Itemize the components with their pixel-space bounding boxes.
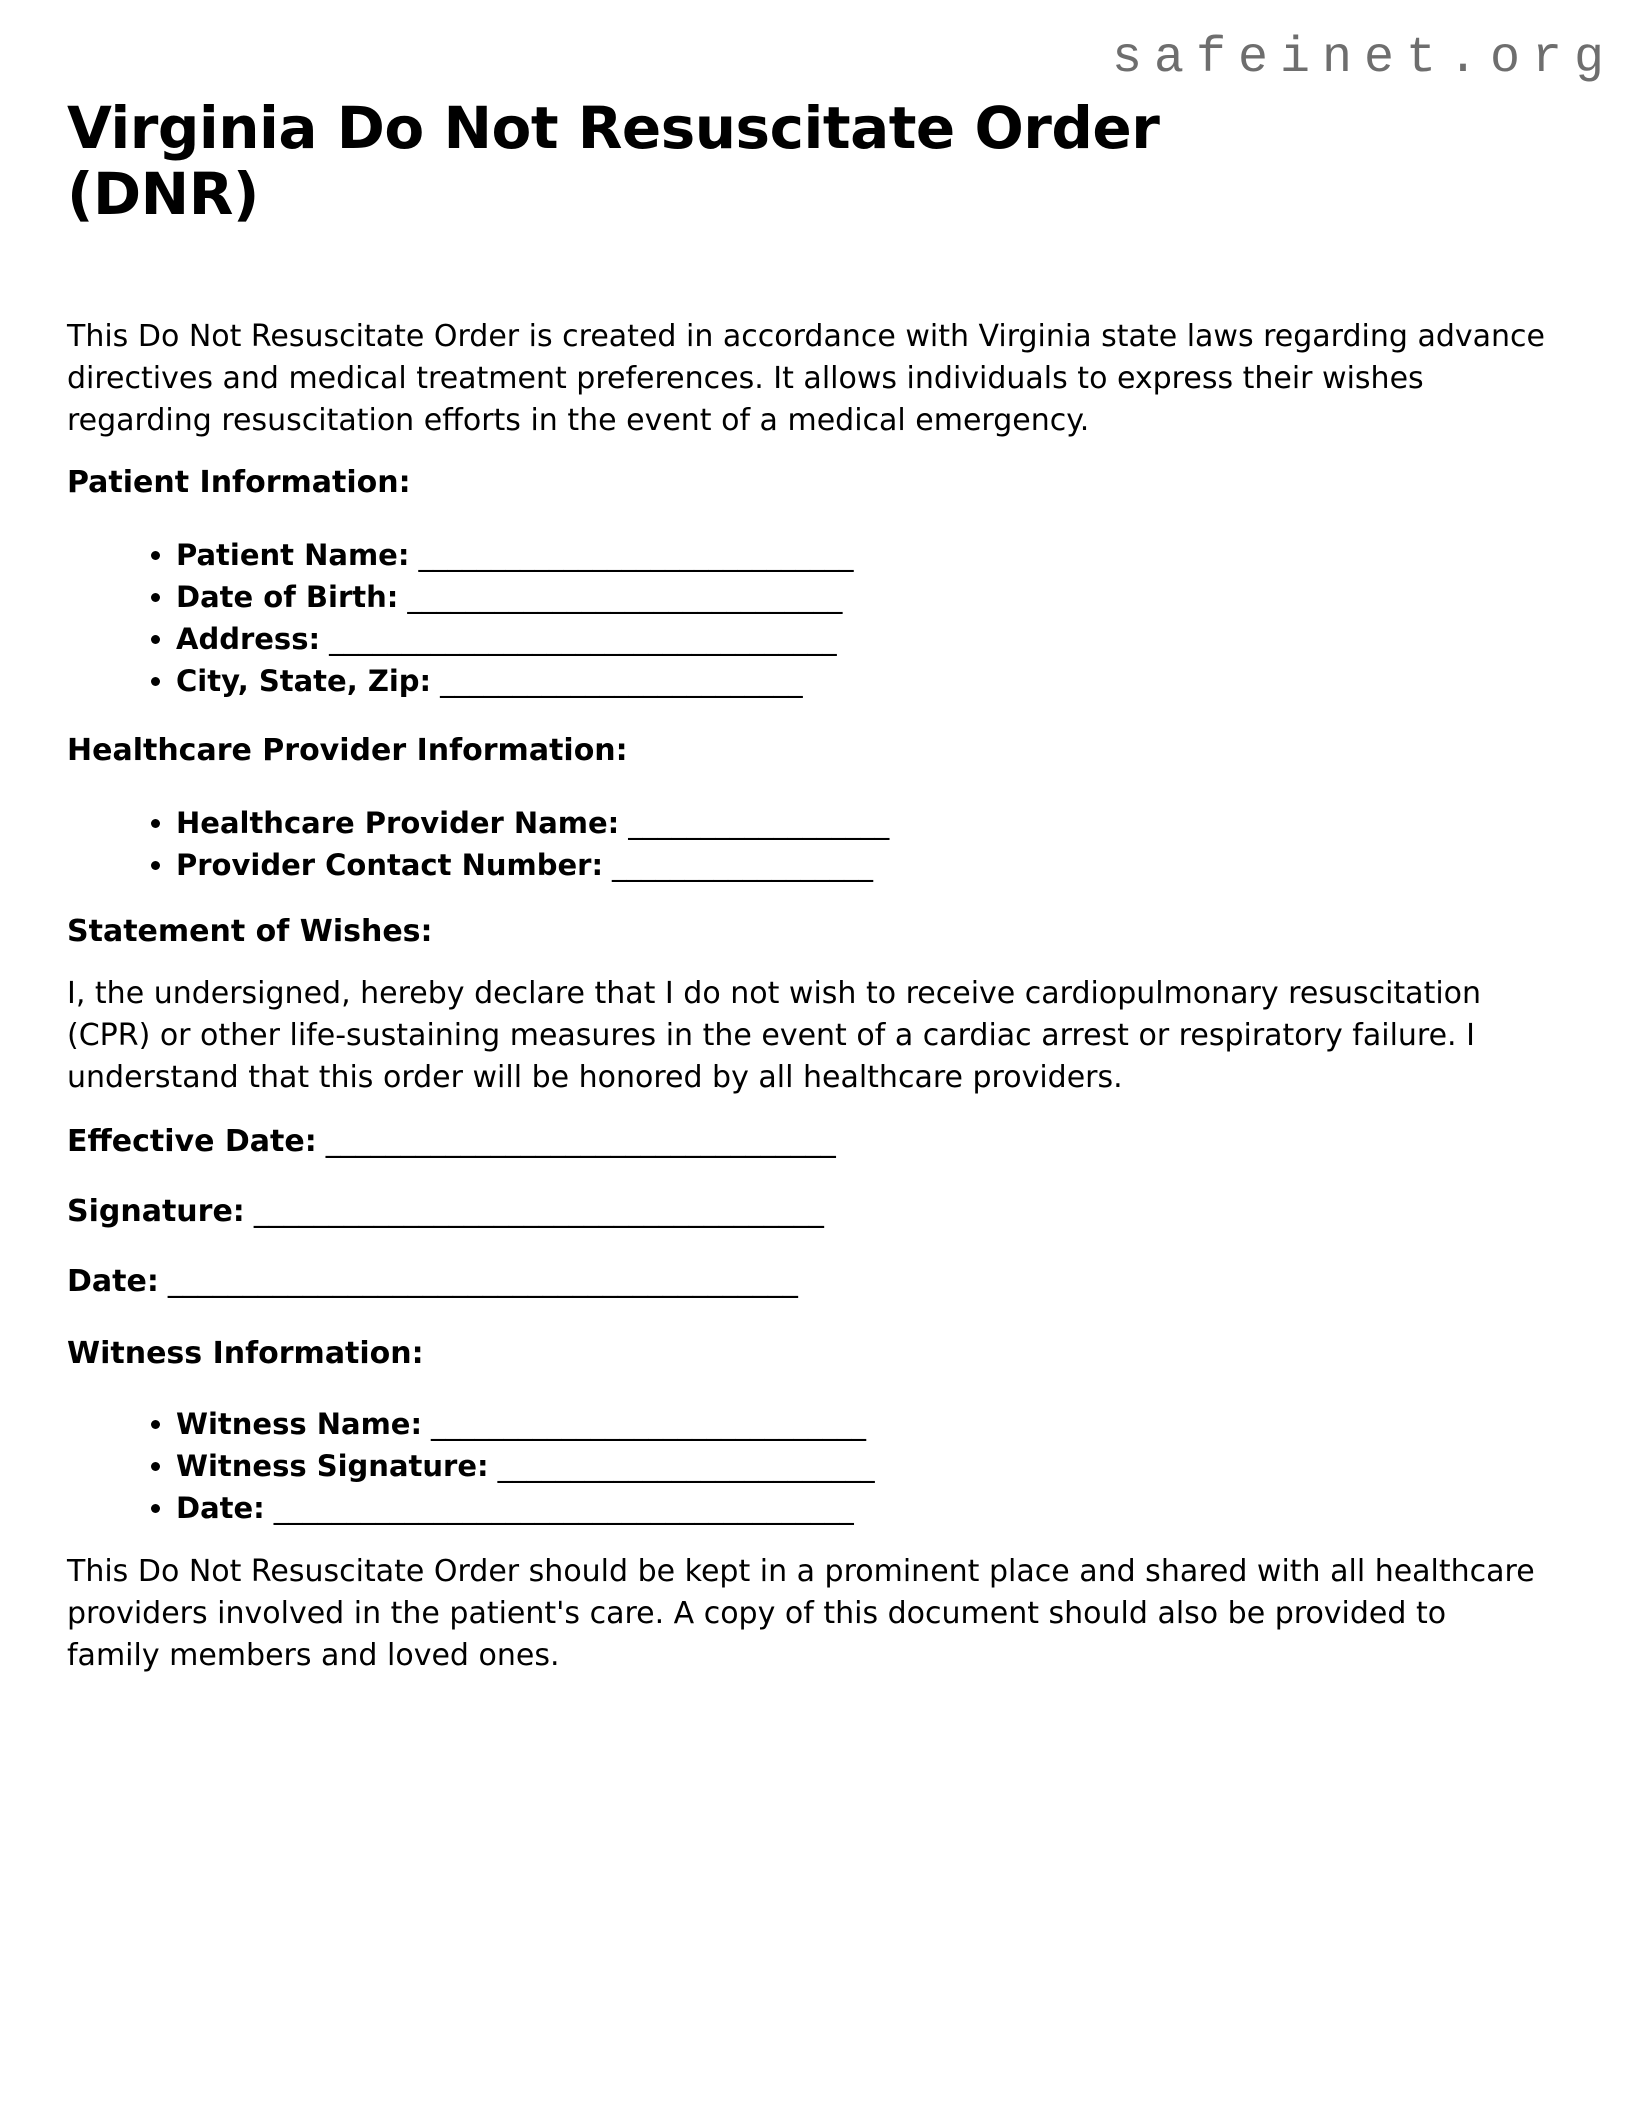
- field-provider-contact-number: [176, 844, 1547, 886]
- statement-paragraph: I, the undersigned, hereby declare that I do not wish to receive cardiopulmonary resuscitation (CPR) or other life-sustaining measures in the event of a cardiac arrest or respiratory failure. I understand that this order will be honored by all healthcare providers.: [67, 976, 1482, 1095]
- document-title: [67, 95, 1547, 227]
- field-city-state-zip: [176, 660, 1547, 702]
- field-witness-name: [176, 1403, 1547, 1445]
- field-witness-signature-label: Witness Signature:: [176, 1449, 489, 1483]
- blank-line: __________________________________: [325, 1124, 836, 1159]
- title-line-1: Virginia Do Not Resuscitate Order: [67, 94, 1160, 162]
- field-provider-name: [176, 802, 1547, 844]
- field-patient-name-label: Patient Name:: [176, 538, 410, 572]
- blank-line: __________________: [612, 848, 874, 882]
- section-heading-statement-of-wishes: Statement of Wishes:: [67, 914, 433, 949]
- section-heading-patient-information: Patient Information:: [67, 465, 411, 500]
- field-address-label: Address:: [176, 622, 321, 656]
- field-witness-name-label: Witness Name:: [176, 1407, 423, 1441]
- field-date: [67, 1261, 1547, 1303]
- document-content: [67, 95, 1547, 1677]
- patient-information-list: [67, 534, 1547, 702]
- intro-paragraph: This Do Not Resuscitate Order is created in accordance with Virginia state laws regarding advance directives and medical treatment preferences. It allows individuals to express their wishes regarding resuscitation efforts in the event of a medical emergency.: [67, 319, 1545, 438]
- closing-paragraph: This Do Not Resuscitate Order should be kept in a prominent place and shared with all healthcare providers involved in the patient's care. A copy of this document should also be provided to family members and loved ones.: [67, 1554, 1535, 1673]
- field-patient-name: [176, 534, 1547, 576]
- field-provider-contact-number-label: Provider Contact Number:: [176, 848, 604, 882]
- section-heading-witness-information: Witness Information:: [67, 1336, 424, 1371]
- field-witness-signature: [176, 1445, 1547, 1487]
- site-logo: safeinet.org: [1111, 30, 1616, 87]
- blank-line: ______________________________: [431, 1407, 867, 1441]
- blank-line: ______________________________: [407, 580, 843, 614]
- blank-line: ___________________________________: [329, 622, 837, 656]
- field-signature: [67, 1191, 1547, 1233]
- field-signature-label: Signature:: [67, 1194, 245, 1229]
- blank-line: ______________________________: [418, 538, 854, 572]
- field-provider-name-label: Healthcare Provider Name:: [176, 806, 620, 840]
- field-date-of-birth: [176, 576, 1547, 618]
- blank-line: ______________________________________: [253, 1194, 824, 1229]
- field-witness-date: [176, 1487, 1547, 1529]
- blank-line: __________________________________________: [167, 1264, 798, 1299]
- field-city-state-zip-label: City, State, Zip:: [176, 664, 432, 698]
- field-effective-date-label: Effective Date:: [67, 1124, 317, 1159]
- field-witness-date-label: Date:: [176, 1491, 265, 1525]
- blank-line: _________________________: [440, 664, 803, 698]
- blank-line: __________________________: [497, 1449, 875, 1483]
- blank-line: __________________: [628, 806, 890, 840]
- field-effective-date: [67, 1121, 1547, 1163]
- witness-information-list: [67, 1403, 1547, 1529]
- title-line-2: (DNR): [67, 160, 259, 228]
- blank-line: ________________________________________: [273, 1491, 854, 1525]
- provider-information-list: [67, 802, 1547, 886]
- field-address: [176, 618, 1547, 660]
- section-heading-provider-information: Healthcare Provider Information:: [67, 733, 628, 768]
- field-date-label: Date:: [67, 1264, 159, 1299]
- field-date-of-birth-label: Date of Birth:: [176, 580, 399, 614]
